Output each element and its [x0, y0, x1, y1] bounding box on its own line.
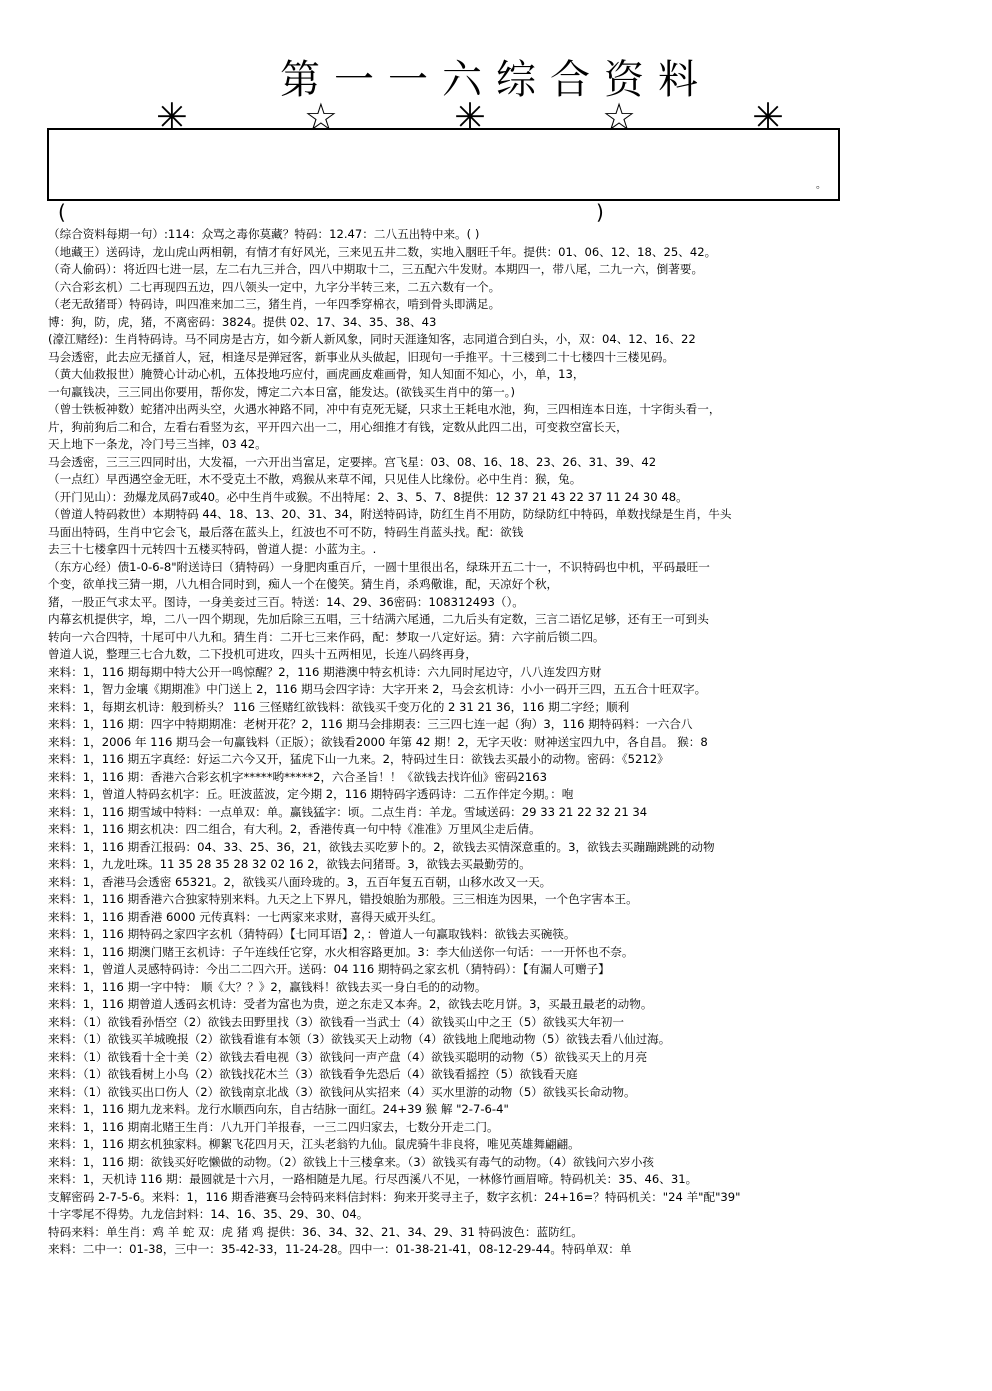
text-line: 来料：1，曾道人特码玄机字：丘。旺波蓝波，定今期 2，116 期特码字透码诗：二五作伴定今期。：咆 [48, 787, 574, 801]
text-line: 一句赢钱决，三三同出你要用，帮你发，博定二六本日富，能发达。(欲钱买生肖中的第一。) [48, 384, 515, 399]
text-line: 来料：二中一：01-38，三中一：35-42-33，11-24-28。四中一：01-38-21-41，08-12-29-44。特码单双：单 [48, 1242, 632, 1256]
text-line: 个变，欲单找三猜一期，八九相合同时到，痴人一个在傻笑。猜生肖，杀鸡儆谁，配，天凉好个秋， [48, 577, 559, 591]
text-line: （奇人偷码）：将近四七进一层，左二右九三并合，四八中期取十二，三五配六牛发财。本期四一，带八尾，二九一六，倒著要。 [48, 262, 704, 276]
text-line: 天上地下一条龙，冷门号三当摔，03 42。 [48, 437, 267, 451]
text-line: 来料：（1）欲钱买出口伤人（2）欲钱南京北战（3）欲钱问从实招来（4）买水里游的动物（5）欲钱买长命动物。 [48, 1084, 636, 1099]
text-line: （东方心经）债1-0-6-8"附送诗曰（猜特码）一身肥肉重百斤，一圆十里很出名，绿珠开五二十一，不识特码也中机，平码最旺一 [48, 559, 710, 574]
text-line: （开门见山）：劲爆龙凤码7或40。必中生肖牛或猴。不出特尾：2、3、5、7、8提供：12 37 21 43 22 37 11 24 30 48。 [48, 489, 688, 504]
text-line: 曾道人说，整理三七合九数，二下投机可进攻，四头十五两相见，长连八码终再身， [48, 647, 477, 661]
text-line: 特码来料：单生肖：鸡 羊 蛇 双：虎 猪 鸡 提供：36、34、32、21、34、29、31 特码波色：蓝防红。 [48, 1224, 583, 1239]
text-line: 马会透密，此去应无搔首人，冠，相逢尽是弹冠客，新事业从头做起，旧现句一手推平。十三楼到二十七楼四十三楼见码。 [48, 349, 675, 364]
text-line: （黄大仙救报世）腌赞心计动心机，五体投地巧应付，画虎画皮难画骨，知人知面不知心，小，单，13， [48, 367, 585, 381]
text-line: 片，狗前狗后二和合，左看右看竖为玄，平开四六出一二，用心细推才有钱，定数从此四二出，可变救空富长天， [48, 419, 628, 434]
text-line: 来料：1，116 期：欲钱买好吃懒做的动物。（2）欲钱上十三楼拿来。（3）欲钱买有毒气的动物。（4）欲钱问六岁小孩 [48, 1154, 655, 1169]
text-line: 马会透密，三三三四同时出，大发福，一六开出当富足，定要摔。宫飞星：03、08、16、18、23、26、31、39、42 [48, 454, 657, 469]
text-line: 来料：（1）欲钱看十全十美（2）欲钱去看电视（3）欲钱问一声产盘（4）欲钱买聪明的动物（5）欲钱买天上的月亮 [48, 1049, 648, 1064]
text-line: 来料：1，116 期香港 6000 元传真料：一七两家来求财，喜得天威开头红。 [48, 909, 443, 924]
text-line: 去三十七楼拿四十元转四十五楼买特码，曾道人提：小蓝为主。. [48, 542, 377, 556]
text-line: 猪，一股正气求太平。图诗，一身美妾过三百。特送：14、29、36密码：108312493（）。 [48, 594, 524, 609]
text-line: （地藏王）送码诗，龙山虎山两相朝，有情才有好风光，三来见五井二数，实地入胭旺千年。提供：01、06、12、18、25、42。 [48, 244, 717, 259]
text-line: 来料：1，2006 年 116 期马会一句赢钱料（正版）；欲钱看2000 年第 42 期！2，无字天收：财神送宝四九中，各自昌。 猴：8 [48, 734, 708, 749]
text-line: 来料：1，116 期五字真经：好运二六今又开，猛虎下山一九来。2，特码过生日：欲钱去买最小的动物。密码：《5212》 [48, 752, 669, 766]
left-paren: ( [58, 200, 66, 224]
text-line: 内幕玄机提供字，埠，二八一四个期现，先加后除三五唱，三十结满六尾通，二九后头有定数，三言二语忆足够，还有王一可到头 [48, 612, 709, 626]
text-line: 来料：1，116 期南北赌王生肖：八九开门羊报春，一三二四归家去，七数分开走二门。 [48, 1119, 499, 1134]
text-line: (濠江赌经)：生肖特码诗。马不同房是古方，如今新人新风象，同时天涯逢知客，志同道合到白头，小，双：04、12、16、22 [48, 332, 696, 346]
text-line: 来料：1，116 期特码之家四字玄机（猜特码）【七同耳语】2，：曾道人一句赢取钱料：欲钱去买碗筷。 [48, 927, 576, 941]
text-line: （曾道人特码救世）本期特码 44、18、13、20、31、34，附送特码诗，防红生肖不用防，防绿防红中特码，单数找绿是生肖，牛头 [48, 507, 732, 521]
text-line: 来料：1，116 期：四字中特期期准：老树开花？2，116 期马会排期表：三三四七连一起（狗）3，116 期特码料：一六合八 [48, 717, 693, 731]
text-line: 来料：1，116 期澳门赌王玄机诗：子午连线任它穿，水火相容路更加。3：李大仙送你一句话：一一开怀也不奈。 [48, 944, 634, 959]
text-line: 来料：1，116 期玄机决：四二组合，有大利。2，香港传真一句中特《准准》万里风尘走后倩。 [48, 822, 541, 836]
text-line: 马面出特码，生肖中它会飞，最后落在蓝头上，红波也不可不防，特码生肖蓝头找。配：欲钱 [48, 524, 524, 539]
text-line: 来料：（1）欲钱看树上小鸟（2）欲钱找花木兰（3）欲钱看争先恐后（4）欲钱看摇控（5）欲钱看天庭 [48, 1067, 578, 1081]
text-line: 来料：1，116 期每期中特大公开一鸣惊醒？2，116 期港澳中特玄机诗：六九同时尾边守，八八连发四方财 [48, 664, 602, 679]
text-line: 来料：1，九龙吐珠。11 35 28 35 28 32 02 16 2，欲钱去问猪哥。3，欲钱去买最勤劳的。 [48, 857, 531, 871]
text-line: 来料：1，116 期香港六合独家特别来料。九天之上下界凡，错投娘胎为那般。三三相连为因果，一个色字害本王。 [48, 892, 638, 906]
text-line: （综合资料每期一句）:114：众骂之毒你莫藏？特码：12.47：二八五出特中来。( ) [48, 227, 480, 241]
text-line: （老无敌猪哥）特码诗，叫四准来加二三，猪生肖，一年四季穿棉衣，啃到骨头即满足。 [48, 297, 501, 311]
text-line: 来料：1，116 期：香港六合彩玄机字*****哟*****2，六合圣旨！！《欲钱去找许仙》密码2163 [48, 769, 548, 784]
text-line: 十字零尾不得势。九龙信封料：14、16、35、29、30、04。 [48, 1207, 369, 1221]
text-line: 来料：1，香港马会透密 65321。2，欲钱买八面玲珑的。3，五百年复五百朝，山移水改又一天。 [48, 874, 552, 889]
page-title: 第一一六综合资料 [280, 57, 712, 103]
text-line: 来料：1，每期玄机诗：般到桥头？ 116 三怪赌红欲钱料：欲钱买千变万化的 2 31 21 36，116 期二字经；顺利 [48, 699, 630, 714]
text-line: 来料：1，116 期曾道人透码玄机诗：受者为富也为贵，逆之东走又本奔。2，欲钱去吃月饼。3，买最丑最老的动物。 [48, 997, 653, 1011]
text-line: 转向一六合四特，十尾可中八九和。猜生肖：二开七三来作码，配：梦取一八定好运。猜：六字前后锁二四。 [48, 629, 605, 644]
text-line: 来料：1，116 期雪域中特料：一点单双：单。赢钱猛字：顷。二点生肖：羊龙。雪域送码：29 33 21 22 32 21 34 [48, 804, 648, 819]
text-line: （曾士铁板神数）蛇猪冲出两头空，火遇水神路不同，冲中有克死无疑，只求土王耗电水池，狗，三四相连本日连，十字街头看一， [48, 402, 721, 416]
star-decoration: ✳ ☆ ✳ ☆ ✳ [156, 95, 836, 139]
text-body [48, 226, 948, 1259]
text-line: 来料：1，116 期一字中特： 顺《大？？》2，赢钱料！欲钱去买一身白毛的的动物。 [48, 979, 487, 994]
text-line: 来料：1，116 期九龙来料。龙行水顺西向东，自古结脉一面红。24+39 猴 解 "2-7-6-4" [48, 1102, 509, 1116]
text-line: 来料：（1）欲钱看孙悟空（2）欲钱去田野里找（3）欲钱看一当武士（4）欲钱买山中之王（5）欲钱买大年初一 [48, 1014, 624, 1029]
text-line: 来料：1，天机诗 116 期：最圆就是十六月，一路相随是九尾。行尽西溪八不见，一林修竹画眉啼。特码机关：35、46、31。 [48, 1172, 698, 1186]
blank-banner-box [47, 128, 840, 201]
right-paren: ) [596, 200, 604, 224]
text-line: 来料：1，116 期香江报码：04、33、25、36，21，欲钱去买吃萝卜的。2，欲钱去买情深意重的。3，欲钱去买蹦蹦跳跳的动物 [48, 839, 715, 854]
text-line: 来料：1，曾道人灵感特码诗：今出二二四六开。送码：04 116 期特码之家玄机（猜特码）：【有漏人可赠子】 [48, 962, 610, 976]
box-mark: 。 [816, 180, 826, 191]
text-line: 来料：1，116 期玄机独家料。柳絮飞花四月天，江头老翁钓九仙。鼠虎骑牛非良将，唯见英雄舞翩翩。 [48, 1137, 580, 1151]
text-line: 来料：1，智力金壤《期期准》中门送上 2，116 期马会四字诗：大字开来 2，马会玄机诗：小小一码开三四，五五合十旺双字。 [48, 682, 707, 696]
text-line: 支解密码 2-7-5-6。来料：1，116 期香港赛马会特码来料信封料：狗来开奖寻主子，数字玄机：24+16=？特码机关："24 羊"配"39" [48, 1189, 741, 1204]
text-line: （一点红）早西遇空金无旺，木不受克土不散，鸡猴从来草不闻，只见佳人比缘份。必中生肖：猴，兔。 [48, 472, 582, 486]
text-line: 博：狗，防，虎，猪，不离密码：3824。提供 02、17、34、35、38、43 [48, 314, 437, 329]
text-line: （六合彩玄机）二七再现四五边，四八领头一定中，九字分半转三来，二五六数有一个。 [48, 279, 501, 294]
text-line: 来料：（1）欲钱买羊城晚报（2）欲钱看谁有本领（3）欲钱买天上动物（4）欲钱地上爬地动物（5）欲钱去看八仙过海。 [48, 1032, 671, 1046]
